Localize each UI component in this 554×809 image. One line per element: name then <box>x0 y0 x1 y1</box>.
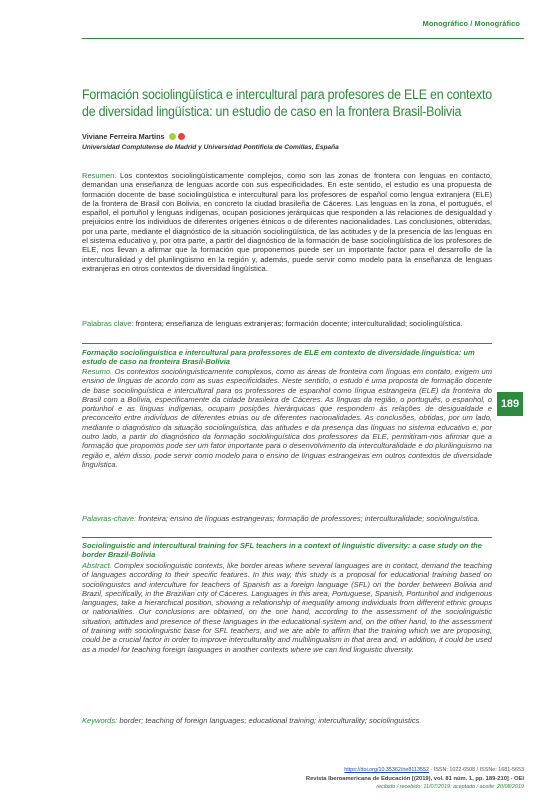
abstract-pt <box>82 367 492 469</box>
received-dates: recibido / recebido: 11/07/2019; aceptado / aceite: 20/08/2019 <box>376 784 524 791</box>
article-title <box>82 86 492 120</box>
doi-link[interactable]: https://doi.org/10.35362/rie8113552 <box>344 767 429 773</box>
abstract-es-label: Resumen. <box>82 171 117 180</box>
author-line <box>82 132 185 141</box>
keywords-en <box>82 716 492 725</box>
abstract-pt-label: Resumo. <box>82 367 113 376</box>
keywords-es-label: Palabras clave: <box>82 319 134 328</box>
journal-citation: Revista Iberoamericana de Educación [(2019), vol. 81 núm. 1, pp. 189-210] - OEI <box>305 775 524 782</box>
keywords-pt-label: Palavras-chave: <box>82 514 137 523</box>
page-number-badge: 189 <box>497 392 523 416</box>
page-footer <box>306 766 524 792</box>
header-rule <box>82 38 524 39</box>
abstract-en-text: Complex sociolinguistic contexts, like border areas where several languages are in contact, demand the teaching of languages according to their specific features. In this way, this study is a proposal for educational training based on sociolinguistcs and interculture for teachers of Spanish as a foreign language (SFL) on the border between Bolivia and Brazil, specifically, in the Brazilian city of Cáceres. Languages in this area, Portuguese, Spanish, Portunhol and indigenous languages, take a hierarchical position, showing a relationship of inequality among individuals from different ethnic groups or nationalities. Our conclusions are obtained, on the one hand, according to the assessment of the sociolinguistic situation, attitudes and presence of these languages in the educational system and, on the other hand, to the assessment of training with sociolinguistic base for SFL teachers, and we are able to affirm that the training which we are proposing, could be a crucial factor in order to improve interculturality and multilingualism in that area and, in addition, it could be used as a model for teaching foreign languages in another contexts where we can find linguistic diversity. <box>82 561 492 654</box>
abstract-pt-text: Os contextos sociolinguisticamente complexos, como as áreas de fronteira com línguas em contato, exigem um ensino de línguas de acordo com as suas especificidades. Neste sentido, o estudo é uma proposta de formação docente de base sociolinguística e intercultural para os professores de espanhol como língua estrangeira (ELE) da fronteira do Brasil com a Bolívia, especificamente da cidade brasileira de Cáceres. As línguas da região, o português, o espanhol, o portunhol e as línguas indígenas, ocupam posições hierárquicas que respondem às relações de desigualdade e preconceito entre indivíduos de diferentes etnias ou de diferentes nacionalidades. As conclusões, obtidas, por um lado, mediante o diagnóstico da situação sociolinguística, das atitudes e da presença das línguas no sistema educativo e, por outro lado, a partir do diagnóstico da formação sociolinguística dos professores da ELE, permitiram-nos afirmar que a formação que propomos pode ser um fator importante para o desenvolvimento da interculturalidade e do plurilinguismo na região e, além disso, pode servir como modelo para o ensino de línguas estrangeiras em outros contextos de diversidade linguística. <box>82 367 492 469</box>
keywords-en-text: border; teaching of foreign languages; educational training; interculturality; sociolinguistics. <box>117 716 422 725</box>
abstract-en <box>82 561 492 654</box>
orcid-icon[interactable] <box>169 133 176 140</box>
abstract-es <box>82 171 492 273</box>
section-divider <box>82 537 492 538</box>
keywords-es-text: frontera; enseñanza de lenguas extranjeras; formación docente; interculturalidad; sociolingüística. <box>133 319 463 328</box>
issn-text: · ISSN: 1022-6508 / ISSNe: 1681-5653 <box>429 767 524 773</box>
pt-title: Formação sociolinguística e intercultural para professores de ELE em contexto de diversidade linguística: um estudo de caso na fronteira Brasil-Bolívia <box>82 348 475 367</box>
author-affiliation: Universidad Complutense de Madrid y Universidad Pontificia de Comillas, España <box>82 144 339 151</box>
title-line-2: de diversidad lingüística: un estudio de caso en la frontera Brasil-Bolivia <box>82 104 462 119</box>
section-tag: Monográfico / Monográfico <box>422 19 520 28</box>
en-title: Sociolinguistic and intercultural training for SFL teachers in a context of linguistic diversity: a case study on the border Brazil-Bolivia <box>82 541 482 560</box>
keywords-es <box>82 319 492 328</box>
abstract-es-text: Los contextos sociolingüísticamente complejos, como son las zonas de frontera con lenguas en contacto, demandan una enseñanza de lenguas acorde con sus especificidades. En este sentido, el estudio es una propuesta de formación docente de base sociolingüística e intercultural para los profesores de español como lengua extranjera (ELE) de la frontera de Brasil con Bolivia, en concreto la ciudad brasileña de Cáceres. Las lenguas en la zona, el portugués, el español, el portuñol y lenguas indígenas, ocupan posiciones jerárquicas que responden a las relaciones de desigualdad y prejuicios entre los individuos de diferentes orígenes étnicos o de diferentes nacionalidades. Las conclusiones, obtenidas, por una parte, mediante el diagnóstico de la situación sociolingüística, de las actitudes y de la presencia de las lenguas en el sistema educativo y, por otra parte, a partir del diagnóstico de la formación de base sociolingüística de los profesores de ELE, nos llevan a afirmar que la formación que proponemos puede ser un importante factor para el desarrollo de la interculturalidad y del plurilingüismo en la región y, además, puede servir como modelo para la enseñanza de lenguas extranjeras en otros contextos de diversidad lingüística. <box>82 171 492 273</box>
email-icon[interactable] <box>178 133 185 140</box>
abstract-en-label: Abstract. <box>82 561 112 570</box>
author-name: Viviane Ferreira Martins <box>82 132 165 141</box>
section-divider <box>82 343 492 344</box>
keywords-pt <box>82 514 492 523</box>
footer-doi-line <box>306 766 524 775</box>
keywords-pt-text: fronteira; ensino de línguas estrangeiras; formação de professores; interculturalidade; sociolinguística. <box>136 514 480 523</box>
keywords-en-label: Keywords: <box>82 716 118 725</box>
title-line-1: Formación sociolingüística e intercultural para profesores de ELE en contexto <box>82 87 492 102</box>
